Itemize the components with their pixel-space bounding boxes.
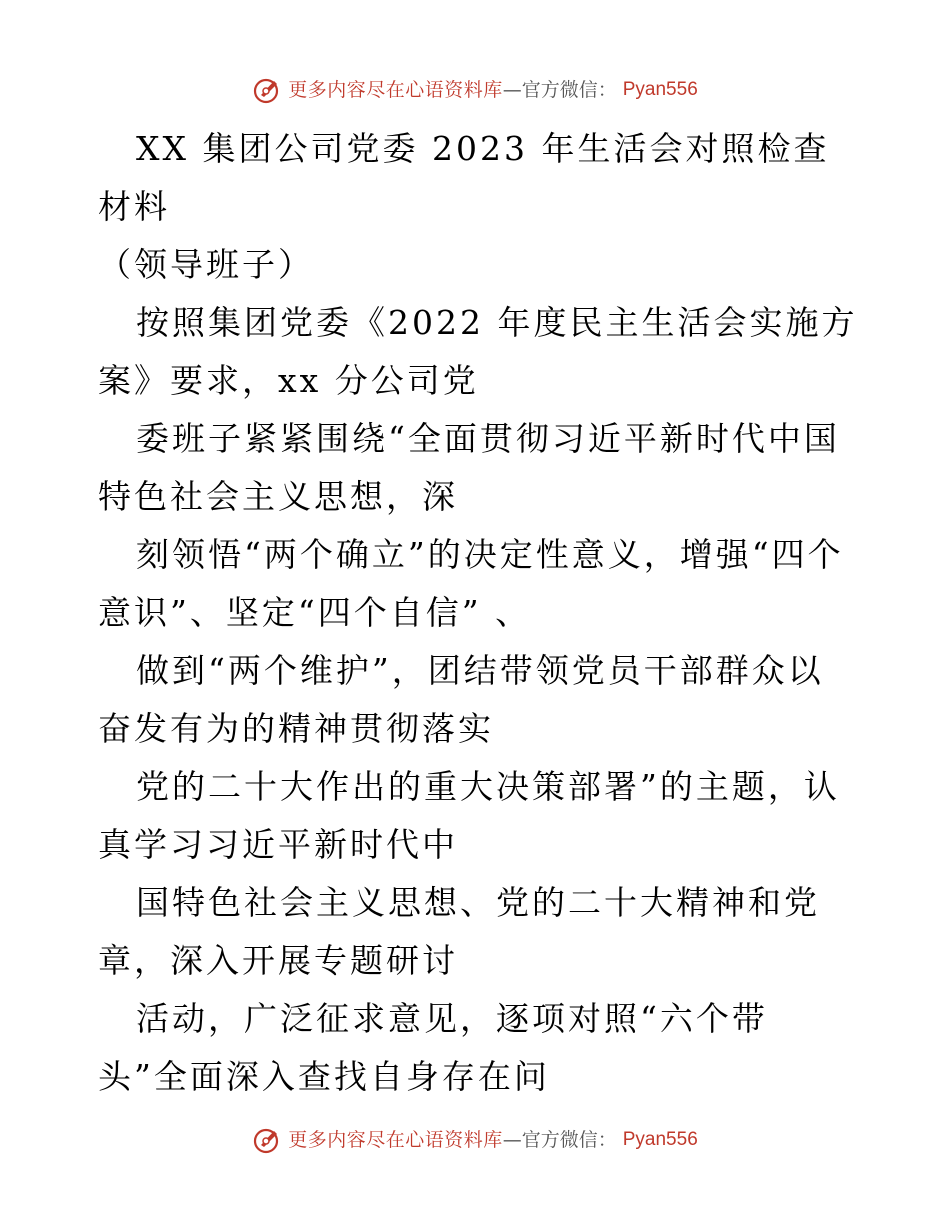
- quill-circle-logo-icon: [252, 75, 282, 105]
- document-body: [98, 120, 858, 1106]
- watermark-brand: 更多内容尽在心语资料库: [288, 79, 503, 101]
- paragraph: 刻领悟“两个确立”的决定性意义，增强“四个意识”、坚定“四个自信” 、: [98, 535, 844, 632]
- quill-circle-logo-icon: [252, 1125, 282, 1155]
- watermark-separator: —: [502, 79, 522, 101]
- paragraph: 活动，广泛征求意见，逐项对照“六个带头”全面深入查找自身存在问: [98, 999, 768, 1096]
- paragraph: 按照集团党委《2022 年度民主生活会实施方案》要求，xx 分公司党: [98, 303, 858, 400]
- watermark-header: [0, 72, 950, 108]
- watermark-footer: [0, 1122, 950, 1158]
- paragraph: 国特色社会主义思想、党的二十大精神和党章，深入开展专题研讨: [98, 883, 820, 980]
- watermark-brand: 更多内容尽在心语资料库: [288, 1129, 503, 1151]
- watermark-id: Pyan556: [622, 1129, 698, 1150]
- document-subtitle: （领导班子）: [98, 245, 314, 284]
- watermark-id: Pyan556: [622, 79, 698, 100]
- document-title: XX 集团公司党委 2023 年生活会对照检查材料: [98, 129, 830, 226]
- paragraph: 做到“两个维护”，团结带领党员干部群众以奋发有为的精神贯彻落实: [98, 651, 824, 748]
- watermark-meta: 官方微信：: [521, 1129, 617, 1151]
- paragraph: 党的二十大作出的重大决策部署”的主题，认真学习习近平新时代中: [98, 767, 840, 864]
- watermark-separator: —: [502, 1129, 522, 1151]
- paragraph: 委班子紧紧围绕“全面贯彻习近平新时代中国特色社会主义思想，深: [98, 419, 840, 516]
- watermark-meta: 官方微信：: [521, 79, 617, 101]
